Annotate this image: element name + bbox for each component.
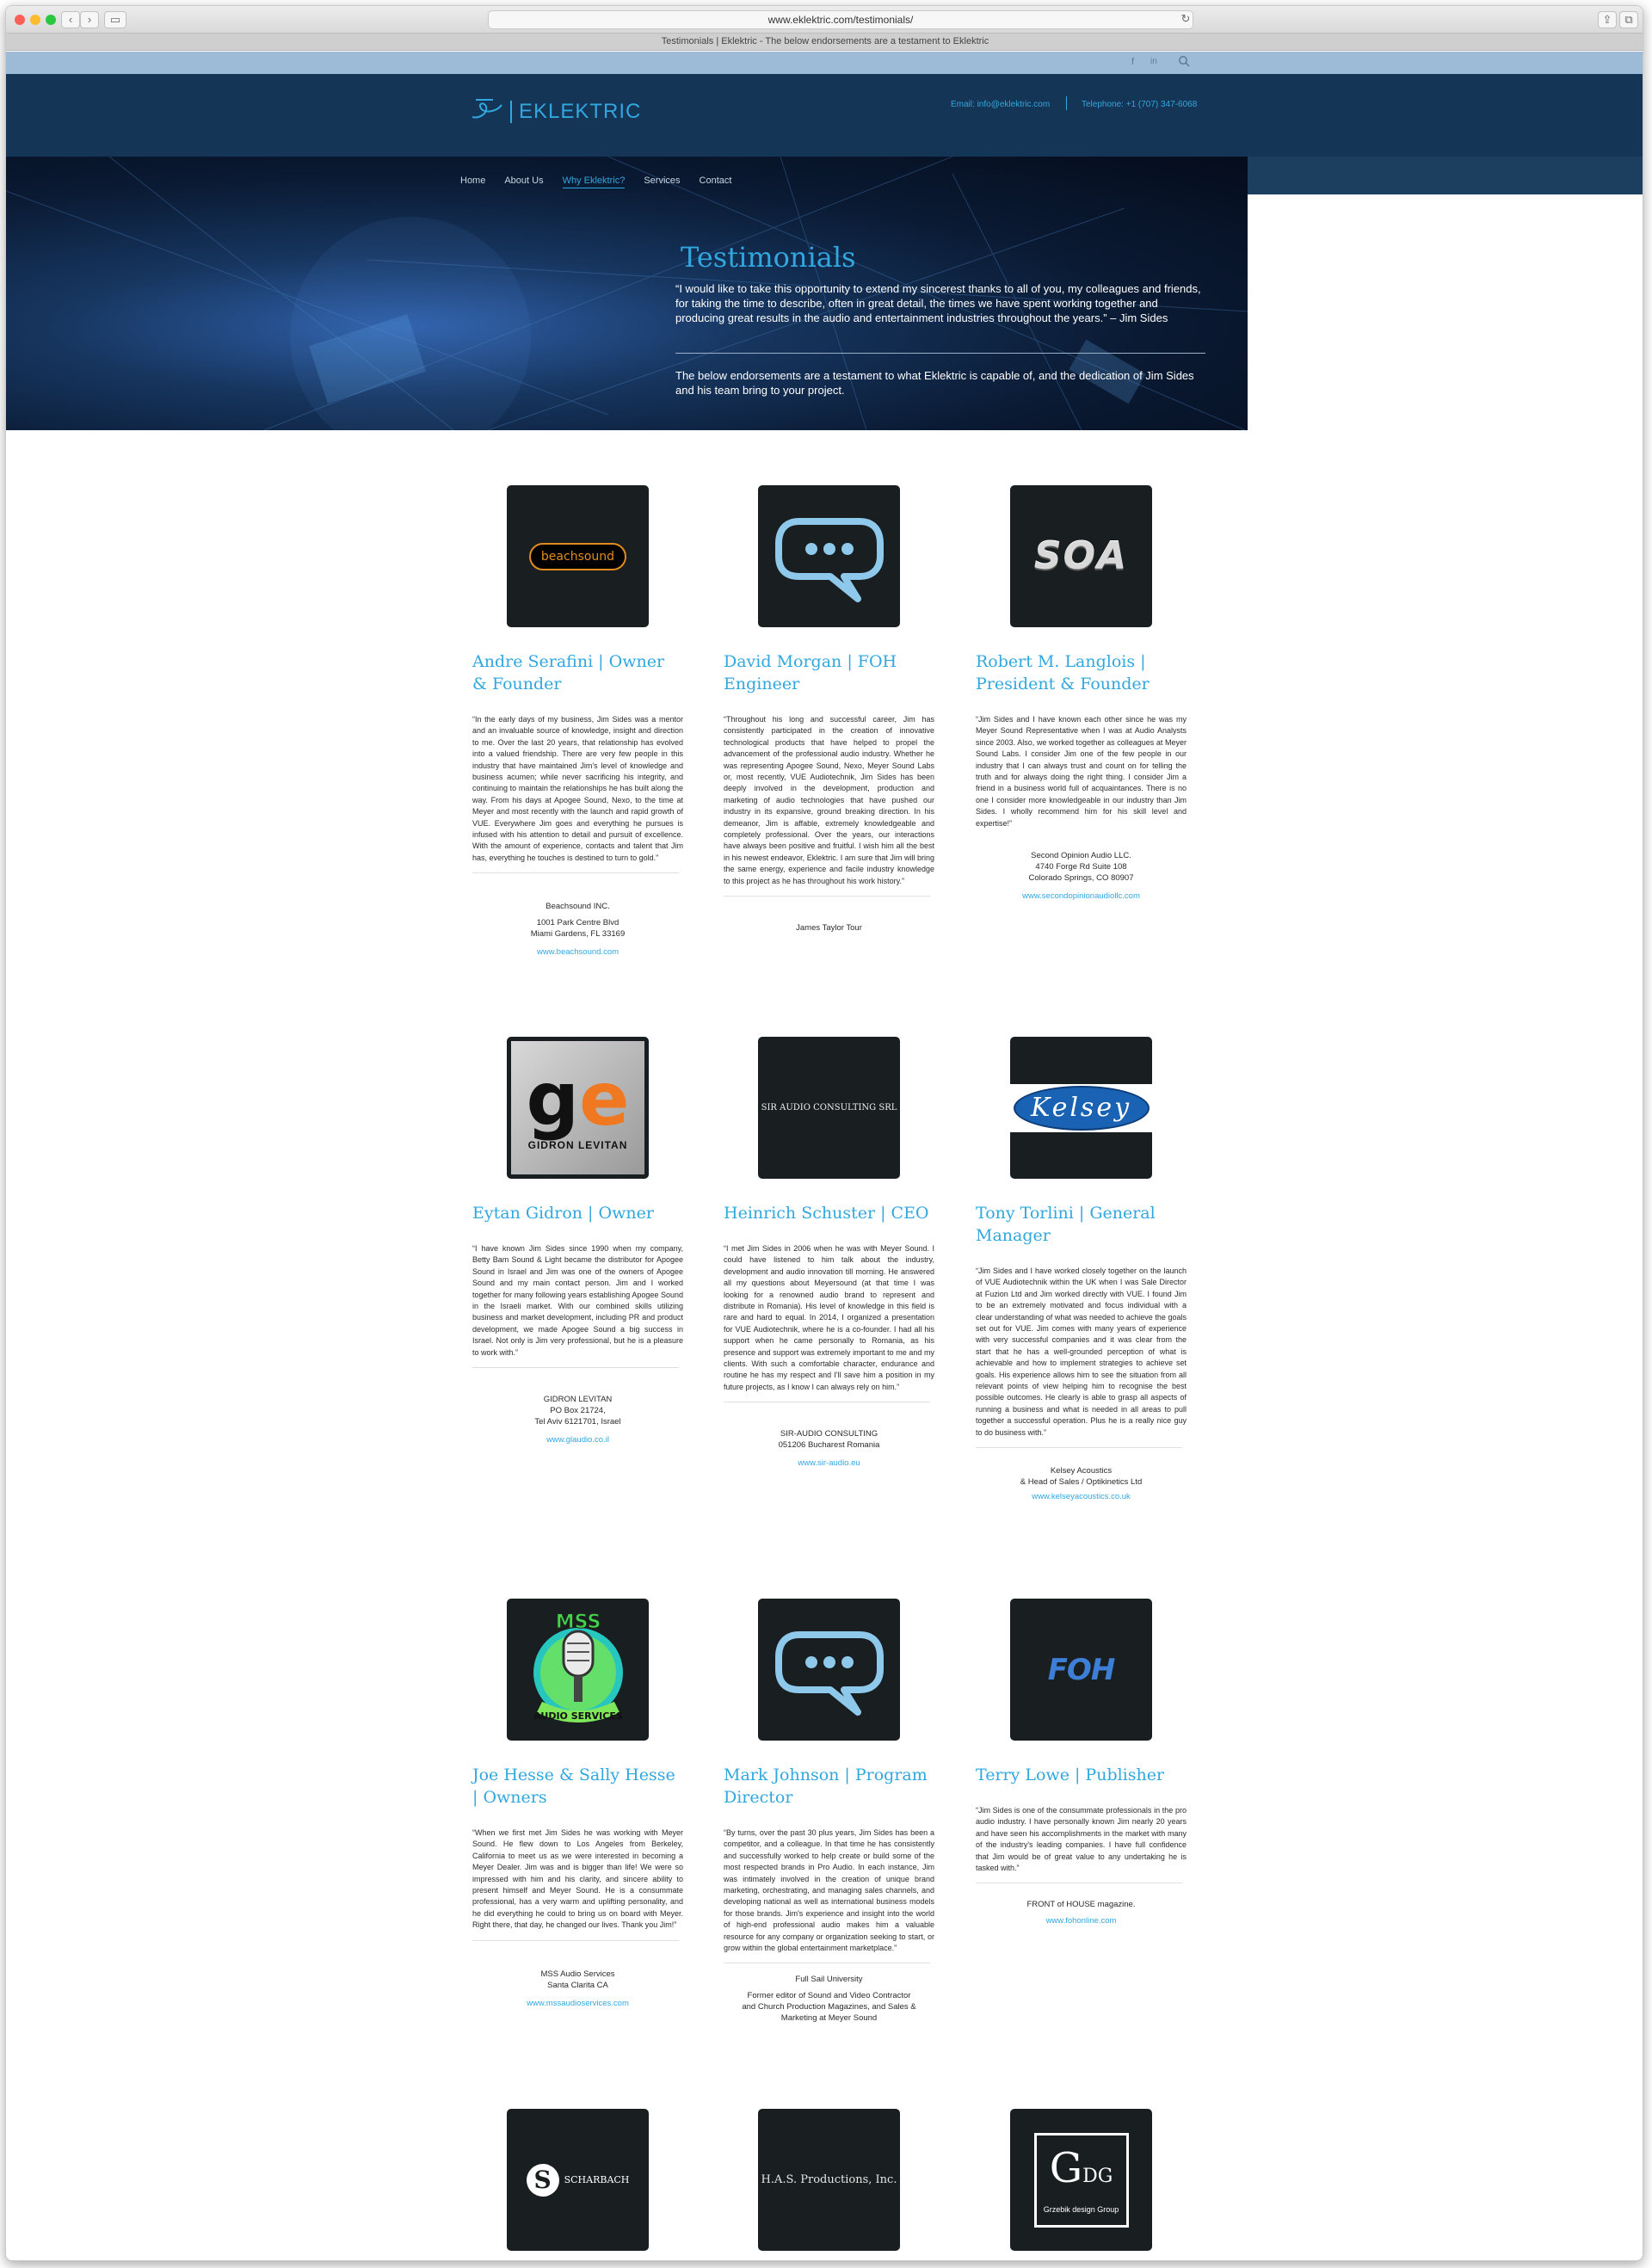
testimonial-company: GIDRON LEVITAN PO Box 21724, Tel Aviv 6121701, Israel www.glaudio.co.il [472,1394,683,1445]
testimonial-card [976,1599,1187,1926]
nav-item-services[interactable]: Services [644,176,681,186]
scharbach-s-icon: S [527,2164,559,2197]
testimonial-quote: “When we first met Jim Sides he was working with Meyer Sound. He flew down to Los Angeles from Berkeley, California to meet us as we were interested in becoming a Meyer Dealer. Jim was and is bigger than life! We were so impressed with him and his clarity, and sincere ability to present himself and Meyer Sound. He is a consummate professional, has a very warm and uplifting personality, and he did everything he could to bring us on board with Meyer. Right there, that day, he changed our lives. Thank you Jim!” [472,1828,683,1930]
speech-bubble-icon [774,1623,885,1717]
eklektric-mark-icon [467,96,505,126]
mss-audio-logo [507,1599,649,1741]
card-divider [724,896,930,897]
testimonial-name: David Morgan | FOH Engineer [724,652,897,693]
search-icon[interactable] [1178,55,1190,67]
phone-contact[interactable]: Telephone: +1 (707) 347-6068 [1082,100,1198,109]
testimonial-card [472,485,683,958]
tab-title[interactable]: Testimonials | Eklektric - The below endorsements are a testament to Eklektric [6,34,1643,51]
nav-item-why-eklektric[interactable]: Why Eklektric? [563,176,626,188]
testimonial-name: Terry Lowe | Publisher [976,1766,1165,1784]
tabs-overview-icon[interactable]: ⧉ [1619,11,1638,28]
testimonial-company: Full Sail University Former editor of Sound and Video Contractor and Church Production Magazines, and Sales & Marketing at Meyer Sound [742,1975,916,2024]
speech-bubble-logo [758,1599,900,1741]
nav-item-contact[interactable]: Contact [699,176,732,186]
logo-text: EKLEKTRIC [510,101,641,123]
has-productions-logo: H.A.S. Productions, Inc. [758,2109,900,2251]
speech-bubble-logo [758,485,900,627]
testimonial-quote: “I have known Jim Sides since 1990 when my company, Betty Bam Sound & Light became the distributor for Apogee Sound in Israel and Jim was one of the owners of Apogee Sound and my main contact person. Jim and I worked together for many following years establishing Apogee Sound in the Israeli market. With our combined skills utilizing business and market development, including PR and product development, we made Apogee Sound a big success in Israel. Not only is Jim very professional, but he is a pleasure to work with.” [472,1244,683,1357]
address-bar[interactable]: www.eklektric.com/testimonials/ [488,10,1193,29]
site-header [6,74,1643,157]
testimonial-company: FRONT of HOUSE magazine. www.fohonline.com [976,1899,1187,1926]
card-divider [472,1940,679,1941]
testimonial-card [724,2109,934,2251]
beachsound-logo: beachsound [507,485,649,627]
testimonial-company: Kelsey Acoustics & Head of Sales / Optikinetics Ltd www.kelseyacoustics.co.uk [976,1465,1187,1502]
testimonial-quote: “By turns, over the past 30 plus years, Jim Sides has been a competitor, and a colleague. In that time he has consistently and successfully worked to help create or build some of the most respected brands in Pro Audio. In each instance, Jim was intimately involved in the creation of unique brand marketing, orchestrating, and managing sales channels, and developing national as well as international business models for those brands. Jim's experience and insight into the world of high-end professional audio makes him a valuable resource for any company or organization seeking to start, or grow within the global entertainment marketplace.” [724,1828,934,1953]
foh-logo: FOH [1010,1599,1152,1741]
testimonial-name: Robert M. Langlois | President & Founder [976,652,1150,693]
kelsey-logo: Kelsey [1010,1037,1152,1179]
microphone-icon [514,1605,643,1735]
social-strip [6,52,1643,74]
company-link[interactable]: www.beachsound.com [536,947,620,958]
testimonial-card [724,1599,934,2024]
reload-icon[interactable]: ↻ [1180,12,1191,25]
testimonial-quote: “Throughout his long and successful career, Jim has consistently participated in the creation of innovative technological products that have helped to propel the advancement of the professional audio industry. Whether he was representing Apogee Sound, Nexo, Meyer Sound Labs or, most recently, VUE Audiotechnik, Jim Sides has been deeply involved in the development, production and marketing of audio technologies that have pushed our industry in its expansive, ground breaking direction. In his demeanor, Jim is affable, extremely knowledgeable and completely professional. Over the years, our interactions have always been positive and fruitful. I wish him all the best in his newest endeavor, Eklektric. I am sure that Jim will bring the same energy, experience and facile industry knowledge to this project as he has throughout his work history.” [724,715,934,885]
testimonial-name: Heinrich Schuster | CEO [724,1204,929,1223]
testimonial-card [724,485,934,934]
facebook-icon[interactable]: f [1131,57,1135,67]
card-divider [976,1447,1182,1448]
testimonial-card [472,1599,683,2009]
svg-text:AUDIO SERVICES: AUDIO SERVICES [533,1710,623,1722]
gdg-logo: GDG Grzebik design Group [1010,2109,1152,2251]
close-window-button[interactable] [15,15,25,25]
site-logo[interactable] [467,96,641,126]
hero-divider [675,353,1205,354]
email-contact[interactable]: Email: info@eklektric.com [951,100,1051,109]
testimonial-company: SIR-AUDIO CONSULTING 051206 Bucharest Romania www.sir-audio.eu [724,1428,934,1469]
testimonial-company: Beachsound INC. 1001 Park Centre Blvd Miami Gardens, FL 33169 www.beachsound.com [472,901,683,958]
company-link[interactable]: www.fohonline.com [1045,1916,1117,1926]
testimonial-card [724,1037,934,1469]
svg-text:MSS: MSS [555,1611,601,1633]
back-button[interactable]: ‹ [61,11,80,28]
testimonial-card [976,2109,1187,2251]
testimonial-company: James Taylor Tour [796,923,862,934]
header-divider [1066,96,1067,110]
testimonial-quote: “Jim Sides is one of the consummate professionals in the pro audio industry. I have personally known Jim nearly 20 years and have seen his accomplishments in the market with many of the industry's leading companies. I have full confidence that Jim would be of great value to any undertaking he is tasked with.” [976,1806,1187,1873]
minimize-window-button[interactable] [30,15,40,25]
nav-item-about-us[interactable]: About Us [504,176,544,186]
testimonial-name: Eytan Gidron | Owner [472,1204,654,1223]
card-divider [472,1367,679,1368]
scharbach-logo: S SCHARBACH [507,2109,649,2251]
company-link[interactable]: www.secondopinionaudiollc.com [1022,891,1140,902]
testimonial-quote: “In the early days of my business, Jim Sides was a mentor and an invaluable source of knowledge, insight and direction to me. Over the last 20 years, that relationship has evolved into a valued friendship. There are very few people in this industry that have maintained Jim's level of knowledge and business acumen; while never sacrificing his integrity, and continuing to maintain the relationships he has built along the way. From his days at Apogee Sound, Nexo, to the time at Meyer and most recently with the launch and rapid growth of VUE. Everywhere Jim goes and everything he pursues is infused with his attention to detail and pursuit of excellence. With the amount of experience, contacts and talent that Jim has, everything he touches is destined to turn to gold.” [472,715,683,862]
testimonial-quote: “I met Jim Sides in 2006 when he was with Meyer Sound. I could have listened to him talk about the industry, development and audio innovation till morning. He answered all my questions about Meyersound (at that time I was looking for a renowned audio brand to represent and distribute in Romania). His level of knowledge in this field is rare and hard to equal. In 2014, I organized a presentation for VUE Audiotechnik, where he is a co-founder. I had all his support when he came personally to Romania, as his presence and support was extremely important to me and my clients. With such a comfortable character, endurance and routine he has my respect and I'll save him a position in my future projects, as I know I can always rely on him.” [724,1244,934,1391]
testimonial-quote: “Jim Sides and I have worked closely together on the launch of VUE Audiotechnik within the UK when I was Sale Director at Fuzion Ltd and Jim worked directly with VUE. I found Jim to be an extremely motivated and focus individual with a clear understanding of what was needed to achieve the goals set out for VUE. Jim comes with many years of experience with very successful companies and it was clear from the start that he has a well-grounded perception of what is achievable and how to implement strategies to achieve set goals. His experience allows him to see the situation from all relevant points of view helping him to recognise the best possible outcomes. He clearly is able to grasp all aspects of running a business and what is needed in all areas to pull together a successful operation. Plus he is a really nice guy to do business with.” [976,1267,1187,1437]
main-nav [460,176,750,188]
sidebar-toggle-icon[interactable]: ▭ [104,11,126,28]
zoom-window-button[interactable] [46,15,56,25]
testimonial-name: Joe Hesse & Sally Hesse | Owners [472,1766,675,1807]
hero-subtitle: The below endorsements are a testament to what Eklektric is capable of, and the dedication of Jim Sides and his team bring to your project. [675,369,1194,397]
testimonial-name: Mark Johnson | Program Director [724,1766,928,1807]
speech-bubble-icon [774,509,885,604]
hero-quote: “I would like to take this opportunity to extend my sincerest thanks to all of you, my colleagues and friends, for taking the time to describe, often in great detail, the times we have spent working together and producing great results in the audio and entertainment industries throughout the years.” – Jim Sides [675,282,1201,324]
company-link[interactable]: www.sir-audio.eu [798,1458,860,1469]
forward-button[interactable]: › [80,11,99,28]
testimonial-company: Second Opinion Audio LLC. 4740 Forge Rd Suite 108 Colorado Springs, CO 80907 www.secondopinionaudiollc.com [976,850,1187,902]
hero-banner [6,157,1248,430]
soa-logo: SOA [1010,485,1152,627]
testimonial-card [976,1037,1187,1502]
testimonial-card [976,485,1187,902]
browser-toolbar [6,6,1643,34]
company-link[interactable]: www.mssaudioservices.com [527,1998,629,2008]
phone-link[interactable]: +1 (707) 347-6068 [1125,100,1198,109]
testimonial-quote: “Jim Sides and I have known each other since he was my Meyer Sound Representative when I was at Audio Analysts since 2003. Also, we worked together as colleagues at Meyer Sound Labs. I consider Jim one of the few people in our industry that I can always trust and count on for telling the truth and for always doing the right thing. I consider Jim a friend in a business world full of acquaintances. There is no one I consider more knowledgeable in our industry than Jim Sides. I wholly recommend him for his skill level and expertise!” [976,715,1187,828]
nav-item-home[interactable]: Home [460,176,486,186]
testimonial-name: Andre Serafini | Owner & Founder [472,652,665,693]
gidron-levitan-logo: ge GIDRON LEVITAN [507,1037,649,1179]
linkedin-icon[interactable]: in [1150,57,1157,66]
gl-mark-icon: ge [526,1056,630,1143]
browser-window [5,5,1643,2261]
testimonial-name: Tony Torlini | General Manager [976,1204,1156,1245]
page-title: Testimonials [681,241,856,274]
card-divider [472,872,679,873]
share-icon[interactable]: ⇪ [1598,11,1617,28]
sir-audio-logo: SIR AUDIO CONSULTING SRL [758,1037,900,1179]
company-link[interactable]: www.glaudio.co.il [546,1435,609,1445]
gdg-mark-icon: GDG [1049,2143,1113,2192]
company-link[interactable]: www.kelseyacoustics.co.uk [1032,1492,1131,1502]
testimonial-card [472,1037,683,1445]
testimonial-card [472,2109,683,2251]
testimonial-company: MSS Audio Services Santa Clarita CA www.mssaudioservices.com [472,1969,683,2009]
email-link[interactable]: info@eklektric.com [977,100,1051,109]
